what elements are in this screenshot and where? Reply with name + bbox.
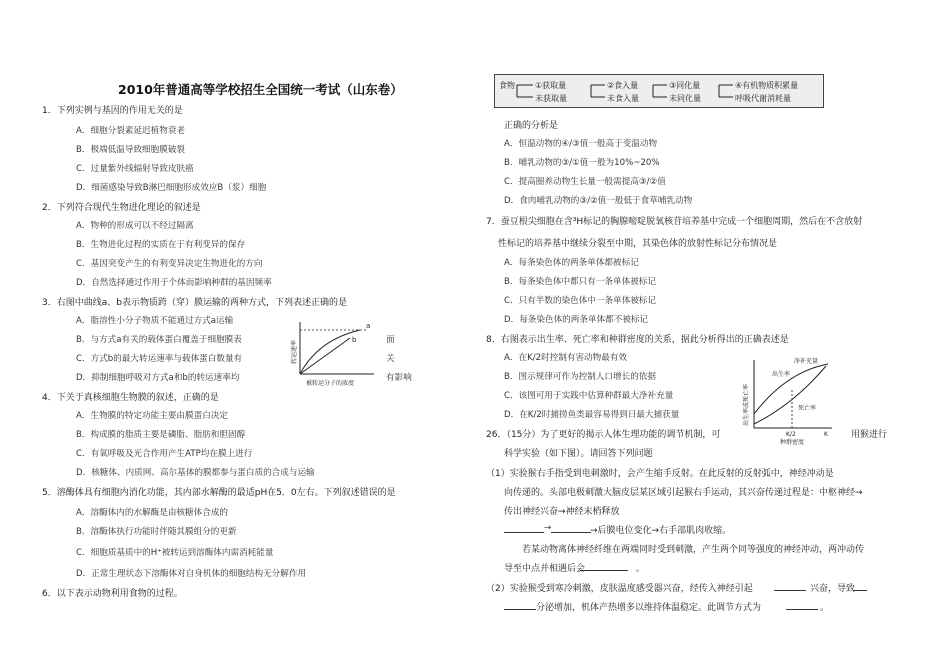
q8-ylabel: 出生率或死亡率 [743, 383, 750, 426]
blank-4[interactable] [853, 581, 867, 591]
question-text: 性标记的培养基中继续分裂至中期，其染色体的放射性标记分布情况是 [498, 239, 778, 249]
question-text: 。 [636, 564, 646, 574]
q8-xlabel: 种群密度 [780, 439, 805, 446]
flow-b2: ②食入量 [607, 81, 639, 90]
flow-n3: 未同化量 [669, 94, 701, 103]
curve-b [300, 338, 350, 374]
option-text: A．脂溶性小分子物质不能通过方式a运输 [76, 316, 234, 326]
question-text: 2．下列符合现代生物进化理论的叙述是 [42, 203, 201, 213]
question-text: 7．蚕豆根尖细胞在含³H标记的胸腺嘧啶脱氧核苷培养基中完成一个细胞周期，然后在不含放射 [486, 217, 863, 227]
option-text: C．只有半数的染色体中一条单体被标记 [504, 296, 657, 306]
question-text: 导至中点并相遇后会 [504, 564, 586, 574]
option-text: 面 [386, 335, 395, 345]
flow-b3: ③同化量 [669, 81, 701, 90]
question-text: 传出神经兴奋→神经末梢释放 [504, 507, 620, 517]
q8-net: 净补充量 [794, 358, 819, 365]
option-text: B．极端低温导致细胞膜破裂 [76, 145, 186, 155]
option-text: B．溶酶体执行功能时伴随其膜组分的更新 [76, 527, 237, 537]
question-text: 若某动物离体神经纤维在两端同时受到刺激，产生两个同等强度的神经冲动，两冲动传 [522, 545, 865, 555]
option-text: A．恒温动物的④/③值一般高于变温动物 [504, 139, 658, 149]
option-text: C．方式b的最大转运速率与载体蛋白数量有 [76, 354, 243, 364]
option-text: A．细胞分裂素延迟植物衰老 [76, 126, 186, 136]
option-text: D．抑制细胞呼吸对方式a和b的转运速率均 [76, 373, 240, 383]
figure-population-density [736, 354, 836, 446]
option-text: B．构成膜的脂质主要是磷脂、脂肪和胆固醇 [76, 430, 246, 440]
question-text: →后膜电位变化→右手部肌肉收缩。 [590, 526, 732, 536]
food-label: 食物 [499, 81, 515, 90]
question-text: 正确的分析是 [504, 121, 559, 131]
question-text: 6．以下表示动物利用食物的过程。 [42, 589, 183, 599]
blank-3[interactable] [774, 581, 806, 591]
q8-death: 死亡率 [798, 405, 817, 412]
blank-5[interactable] [504, 600, 536, 610]
flow-b1: ①获取量 [535, 81, 567, 90]
option-text: 有影响 [386, 373, 412, 383]
question-text: 3．右图中曲线a、b表示物质跨（穿）膜运输的两种方式，下列表述正确的是 [42, 298, 347, 308]
blank-1[interactable]: → [504, 523, 591, 533]
question-text: 。 [820, 603, 830, 613]
population-density-svg [736, 354, 836, 446]
option-text: B．与方式a有关的载体蛋白覆盖于细胞膜表 [76, 335, 242, 345]
q3-ylabel: 转运速率 [291, 339, 298, 364]
option-text: C．提高圈养动物生长量一般需提高③/②值 [504, 177, 666, 187]
option-text: D．细菌感染导致B淋巴细胞形成效应B（浆）细胞 [76, 183, 267, 193]
question-text: 1．下列实例与基因的作用无关的是 [42, 106, 183, 116]
option-text: D．每条染色体的两条单体都不被标记 [504, 315, 649, 325]
option-text: 关 [386, 354, 395, 364]
flow-b4: ④有机物质积累量 [735, 81, 799, 90]
flow-n2: 未食入量 [607, 94, 639, 103]
question-text: 向传递的。头部电极刺激大脑皮层某区域引起猴右手运动，其兴奋传递过程是：中枢神经→ [504, 488, 863, 498]
figure-transport-rate [288, 318, 380, 388]
question-text: 26．（15分）为了更好的揭示人体生理功能的调节机制，可 [486, 430, 721, 440]
question-text: 科学实验（如下图）。请回答下列问题 [504, 449, 653, 459]
food-flow-svg [495, 75, 823, 107]
option-text: B．图示规律可作为控制人口增长的依据 [504, 372, 656, 382]
flow-n4: 呼吸代谢消耗量 [735, 94, 791, 103]
option-text: C．有氧呼吸及光合作用产生ATP均在膜上进行 [76, 449, 253, 459]
q8-birth: 出生率 [772, 371, 791, 378]
question-text: （1）实验猴右手指受到电刺激时，会产生缩手反射。在此反射的反射弧中，神经冲动是 [486, 469, 834, 479]
option-text: A．每条染色体的两条单体都被标记 [504, 258, 639, 268]
option-text: C．该图可用于实践中估算种群最大净补充量 [504, 391, 674, 401]
option-text: A．溶酶体内的水解酶是由核糖体合成的 [76, 508, 228, 518]
flow-n1: 未获取量 [535, 94, 567, 103]
blank-6[interactable] [786, 600, 818, 610]
figure-food-flow [494, 74, 824, 108]
question-text: 4．下关于真核细胞生物膜的叙述，正确的是 [42, 393, 219, 403]
birth-rate-line [754, 364, 828, 414]
question-text: 分泌增加，机体产热增多以维持体温稳定。此调节方式为 [536, 603, 762, 613]
transport-rate-svg [288, 318, 380, 388]
option-text: C．基因突变产生的有利变异决定生物进化的方向 [76, 259, 263, 269]
question-text: 兴奋，导致 [810, 584, 856, 594]
q3-label-b: b [352, 336, 357, 344]
option-text: B．每条染色体中都只有一条单体被标记 [504, 277, 656, 287]
question-text: 用猴进行 [851, 430, 888, 440]
option-text: A．物种的形成可以不经过隔离 [76, 221, 194, 231]
option-text: D．自然选择通过作用于个体而影响种群的基因频率 [76, 278, 272, 288]
option-text: D．食肉哺乳动物的③/②值一般低于食草哺乳动物 [504, 196, 693, 206]
q3-label-a: a [366, 322, 371, 330]
q3-xlabel: 被转运分子的浓度 [306, 380, 355, 387]
q8-k: K [824, 431, 828, 438]
option-text: B．生物进化过程的实质在于有利变异的保存 [76, 240, 246, 250]
question-text: 5．溶酶体具有细胞内消化功能，其内部水解酶的最适pH在5．0左右。下列叙述错误的是 [42, 488, 396, 498]
option-text: D．在K/2时捕捞鱼类最容易得到日最大捕获量 [504, 410, 680, 420]
option-text: B．哺乳动物的③/①值一般为10%~20% [504, 158, 660, 168]
option-text: D．正常生理状态下溶酶体对自身机体的细胞结构无分解作用 [76, 569, 307, 579]
option-text: A．在K/2时控制有害动物最有效 [504, 353, 628, 363]
question-text: （2）实验猴受到寒冷刺激，皮肤温度感受器兴奋，经传入神经引起 [486, 584, 753, 594]
question-text: 8．右图表示出生率、死亡率和种群密度的关系，据此分析得出的正确表述是 [486, 335, 789, 345]
option-text: A．生物膜的特定功能主要由膜蛋白决定 [76, 411, 228, 421]
blank-2[interactable] [580, 561, 628, 571]
option-text: C．过量紫外线辐射导致皮肤癌 [76, 164, 194, 174]
q8-khalf: K/2 [786, 431, 796, 438]
option-text: D．核糖体、内质网、高尔基体的膜都参与蛋白质的合成与运输 [76, 468, 315, 478]
option-text: C．细胞质基质中的H⁺被转运到溶酶体内需消耗能量 [76, 548, 274, 558]
page-title: 2010年普通高等学校招生全国统一考试（山东卷） [118, 82, 403, 97]
